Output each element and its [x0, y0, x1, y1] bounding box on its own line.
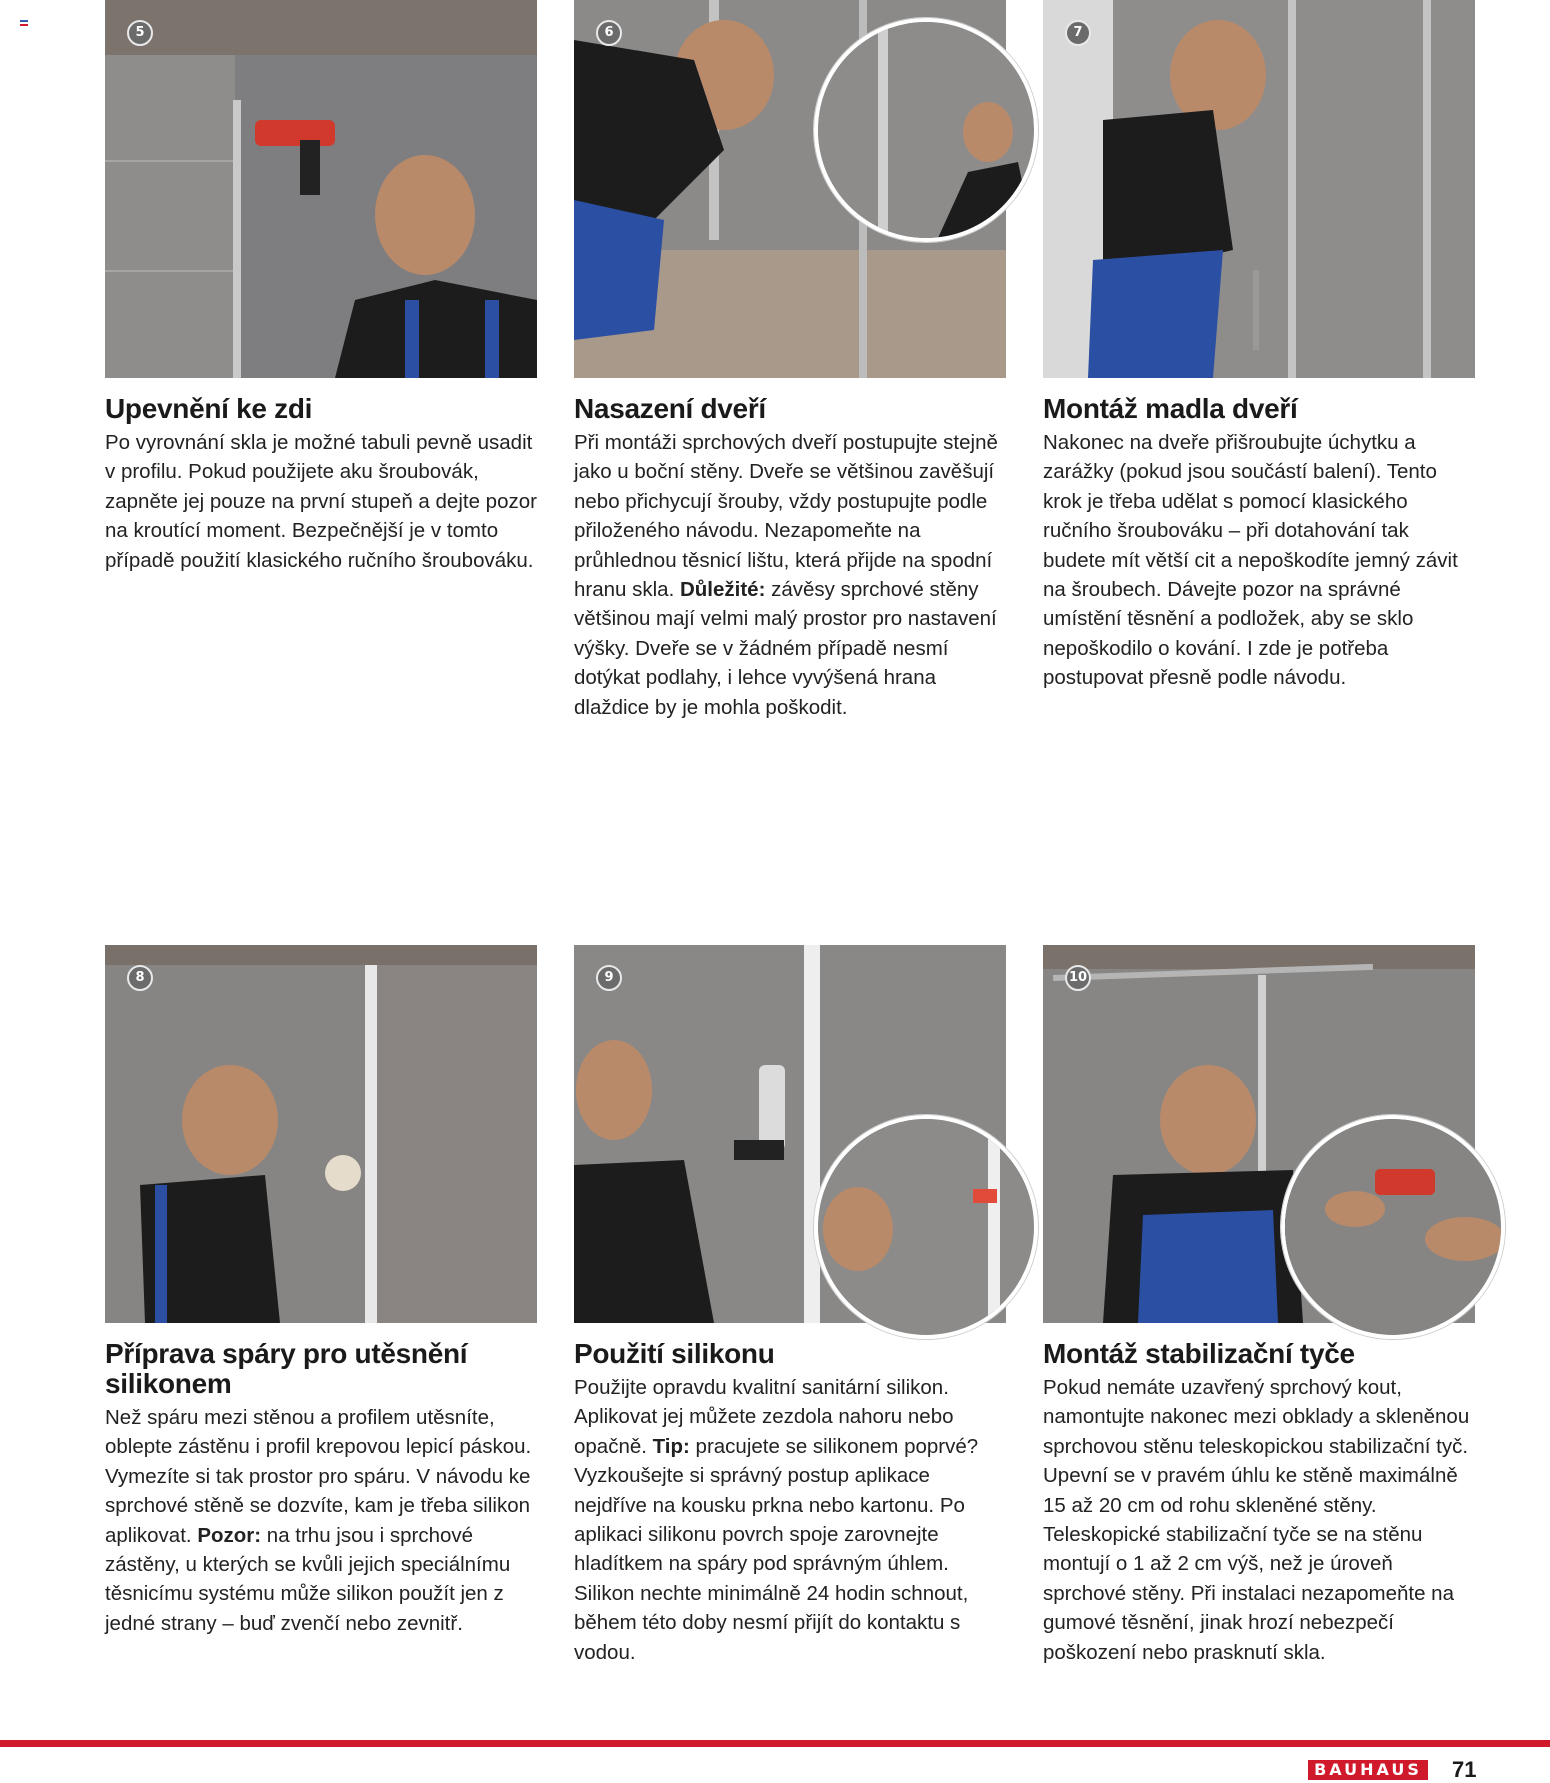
step-10 [1043, 945, 1475, 1667]
step-7-photo [1043, 0, 1475, 378]
step-badge: 6 [596, 20, 622, 46]
step-title: Příprava spáry pro utěsnění silikonem [105, 1338, 468, 1399]
step-badge: 7 [1065, 20, 1091, 46]
step-title: Montáž stabilizační tyče [1043, 1338, 1355, 1369]
step-8-photo [105, 945, 537, 1323]
step-8 [105, 945, 537, 1638]
step-text: Nakonec na dveře přišroubujte úchytku a zarážky (pokud jsou součástí balení). Tento krok je třeba udělat s pomocí klasického ručního šroubováku – při dotahování tak budete mít větší cit a nepoškodíte jemný závit na šroubech. Dávejte pozor na správné umístění těsnění a podložek, aby se sklo nepoškodilo o kování. I zde je potřeba postupovat přesně podle návodu. [1043, 431, 1458, 690]
step-text: Pokud nemáte uzavřený sprchový kout, namontujte nakonec mezi obklady a skleněnou sprchovou stěnu teleskopickou stabilizační tyč. Upevní se v pravém úhlu ke stěně maximálně 15 až 20 cm od rohu skleněné stěny. Teleskopické stabilizační tyče se na stěnu montují o 1 až 2 cm výš, než je úroveň sprchové stěny. Při instalaci nezapomeňte na gumové těsnění, jinak hrozí nebezpečí poškození nebo prasknutí skla. [1043, 1376, 1470, 1664]
footer-divider [0, 1740, 1550, 1747]
step-text: Použijte opravdu kvalitní sanitární silikon. Aplikovat jej můžete zezdola nahoru nebo opačně. Tip: pracujete se silikonem poprvé? Vyzkoušejte si správný postup aplikace nejdříve na kousku prkna nebo kartonu. Po aplikaci silikonu povrch spoje zarovnejte hladítkem na spáry pod správným úhlem. Silikon nechte minimálně 24 hodin schnout, během této doby nesmí přijít do kontaktu s vodou. [574, 1376, 979, 1664]
step-badge: 10 [1065, 965, 1091, 991]
step-title: Upevnění ke zdi [105, 393, 313, 424]
step-6-inset-photo [814, 18, 1038, 242]
step-title: Použití silikonu [574, 1338, 775, 1369]
bauhaus-logo: BAUHAUS [1308, 1760, 1428, 1780]
step-badge: 8 [127, 965, 153, 991]
step-5 [105, 0, 537, 575]
step-9 [574, 945, 1006, 1667]
step-10-inset-photo [1281, 1115, 1505, 1339]
flag-icon [20, 20, 28, 26]
step-text: Při montáži sprchových dveří postupujte stejně jako u boční stěny. Dveře se většinou zavěšují nebo přichycují šrouby, vždy postupujte podle přiloženého návodu. Nezapomeňte na průhlednou těsnicí lištu, která přijde na spodní hranu skla. Důležité: závěsy sprchové stěny většinou mají velmi malý prostor pro nastavení výšky. Dveře se v žádném případě nesmí dotýkat podlahy, i lehce vyvýšená hrana dlaždice by je mohla poškodit. [574, 431, 998, 719]
page-number: 71 [1452, 1757, 1477, 1782]
step-9-photo [574, 945, 1006, 1323]
step-6 [574, 0, 1006, 722]
tape-profile-photo [105, 945, 537, 1323]
step-title: Nasazení dveří [574, 393, 766, 424]
step-title: Montáž madla dveří [1043, 393, 1298, 424]
step-7 [1043, 0, 1475, 693]
step-badge: 9 [596, 965, 622, 991]
step-text: Po vyrovnání skla je možné tabuli pevně usadit v profilu. Pokud použijete aku šroubovák, zapněte jej pouze na první stupeň a dejte pozor na kroutící moment. Bezpečnější je v tomto případě použití klasického ručního šroubováku. [105, 431, 537, 572]
step-9-inset-photo [814, 1115, 1038, 1339]
step-6-photo [574, 0, 1006, 378]
step-5-photo [105, 0, 537, 378]
step-text: Než spáru mezi stěnou a profilem utěsníte, oblepte zástěnu i profil krepovou lepicí páskou. Vymezíte si tak prostor pro spáru. V návodu ke sprchové stěně se dozvíte, kam je třeba silikon aplikovat. Pozor: na trhu jsou i sprchové zástěny, u kterých se kvůli jejich speciálnímu těsnicímu systému může silikon použít jen z jedné strany – buď zvenčí nebo zevnitř. [105, 1406, 532, 1635]
door-handle-photo [1043, 0, 1475, 378]
drill-wall-photo [105, 0, 537, 378]
step-10-photo [1043, 945, 1475, 1323]
step-badge: 5 [127, 20, 153, 46]
